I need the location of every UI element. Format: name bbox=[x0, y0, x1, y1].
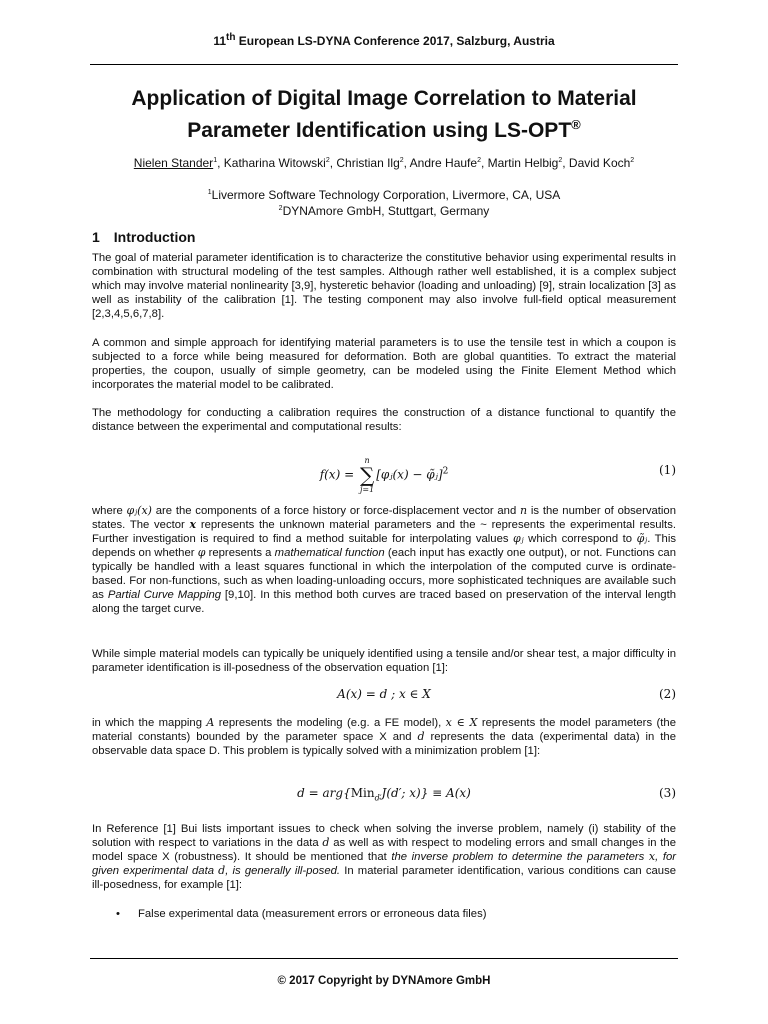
equation-number: (2) bbox=[659, 687, 676, 701]
bullet-icon: • bbox=[116, 908, 120, 920]
paragraph: While simple material models can typically be uniquely identified using a tensile and/or shear test, a major difficulty in parameter identification is ill-posedness of the observation equation [1]: bbox=[92, 648, 676, 674]
copyright-footer: © 2017 Copyright by DYNAmore GmbH bbox=[277, 975, 491, 987]
affiliation-list bbox=[60, 186, 708, 218]
paragraph: A common and simple approach for identifying material parameters is to use the tensile test in which a coupon is subjected to a force while being measured for deformation. Both are global quantities. To extract the material properties, the coupon, usually of simple geometry, can be modeled using the Finite Element Method which incorporates the material model to be calibrated. bbox=[92, 337, 676, 391]
equation-number: (3) bbox=[659, 786, 676, 800]
author-list: Nielen Stander$^1$, Katharina Witowski$^2$, Christian Ilg$^2$, Andre Haufe$^2$, Martin Helbig$^2$, David Koch$^2$ bbox=[133, 156, 635, 170]
paragraph: In Reference [1] Bui lists important issues to check when solving the inverse problem, namely (i) stability of the solution with respect to variations in the data d as well as with respect to modeling errors and small changes in the model space X (robustness). It should be mentioned that the inverse problem to determine the parameters x, for given experimental data d, is generally ill-posed. In material parameter identification, various conditions can cause ill-posedness, for example [1]: bbox=[92, 823, 676, 891]
equation-number: (1) bbox=[659, 463, 676, 477]
equation-2: A(x) = d ; x ∈ X (2) bbox=[337, 687, 676, 701]
header-rule bbox=[90, 64, 678, 65]
paragraph: The goal of material parameter identification is to characterize the constitutive behavior using experimental results in combination with structural modeling of the test samples. Although rather well established, it is a complex subject which may involve material nonlinearity [3,9], hysteretic behavior (loading and unloading) [9], strain localization [3] as well as instability of the calibration [1]. The testing component may also involve full-field optical measurement [2,3,4,5,6,7,8]. bbox=[92, 252, 676, 320]
affiliation: $^2$DYNAmore GmbH, Stuttgart, Germany bbox=[278, 204, 490, 218]
author-name: David Koch bbox=[568, 156, 631, 170]
running-header: 11th European LS-DYNA Conference 2017, Salzburg, Austria bbox=[213, 32, 555, 48]
footer-rule bbox=[90, 958, 678, 959]
equation-1: f(x) = n ∑ j=1 [φⱼ(x) − φ̃ⱼ]$^2$ (1) bbox=[319, 456, 676, 494]
affiliation: $^1$Livermore Software Technology Corporation, Livermore, CA, USA bbox=[207, 188, 561, 202]
section-heading: 1 Introduction bbox=[92, 229, 196, 245]
author-name: Katharina Witowski bbox=[223, 156, 326, 170]
paragraph: The methodology for conducting a calibration requires the construction of a distance functional to quantify the distance between the experimental and computational results: bbox=[92, 407, 676, 433]
author-name: Martin Helbig bbox=[487, 156, 559, 170]
author-name: Andre Haufe bbox=[409, 156, 478, 170]
author-name: Christian Ilg bbox=[336, 156, 400, 170]
equation-3: d = arg{Min$_{d'}$J(d′; x)} ≡ A(x) (3) bbox=[297, 786, 676, 803]
list-item: • False experimental data (measurement errors or erroneous data files) bbox=[116, 908, 487, 920]
paragraph: in which the mapping A represents the modeling (e.g. a FE model), x ∈ X represents the model parameters (the material constants) bounded by the parameter space X and d represents the data (experimental data) in the observable data space D. This problem is typically solved with a minimization problem [1]: bbox=[92, 716, 676, 757]
author-name: Nielen Stander bbox=[133, 156, 214, 170]
paragraph: where φⱼ(x) are the components of a force history or force-displacement vector and n is the number of observation states. The vector x represents the unknown material parameters and the ~ represents the experimental results. Further investigation is required to find a method suitable for interpolating values φⱼ which correspond to φ̃ⱼ. This depends on whether φ represents a mathematical function (each input has exactly one output), or not. Functions can typically be handled with a least squares functional in which the interpolation of the computed curve is ordinate-based. For non-functions, such as when loading-unloading occurs, more sophisticated techniques are available such as Partial Curve Mapping [9,10]. In this method both curves are traced based on preservation of the interval length along the target curve. bbox=[92, 504, 676, 615]
summation-symbol: n ∑ j=1 bbox=[359, 456, 375, 494]
paper-title: Application of Digital Image Correlation to Material Parameter Identification using LS-OPT® bbox=[131, 87, 637, 142]
